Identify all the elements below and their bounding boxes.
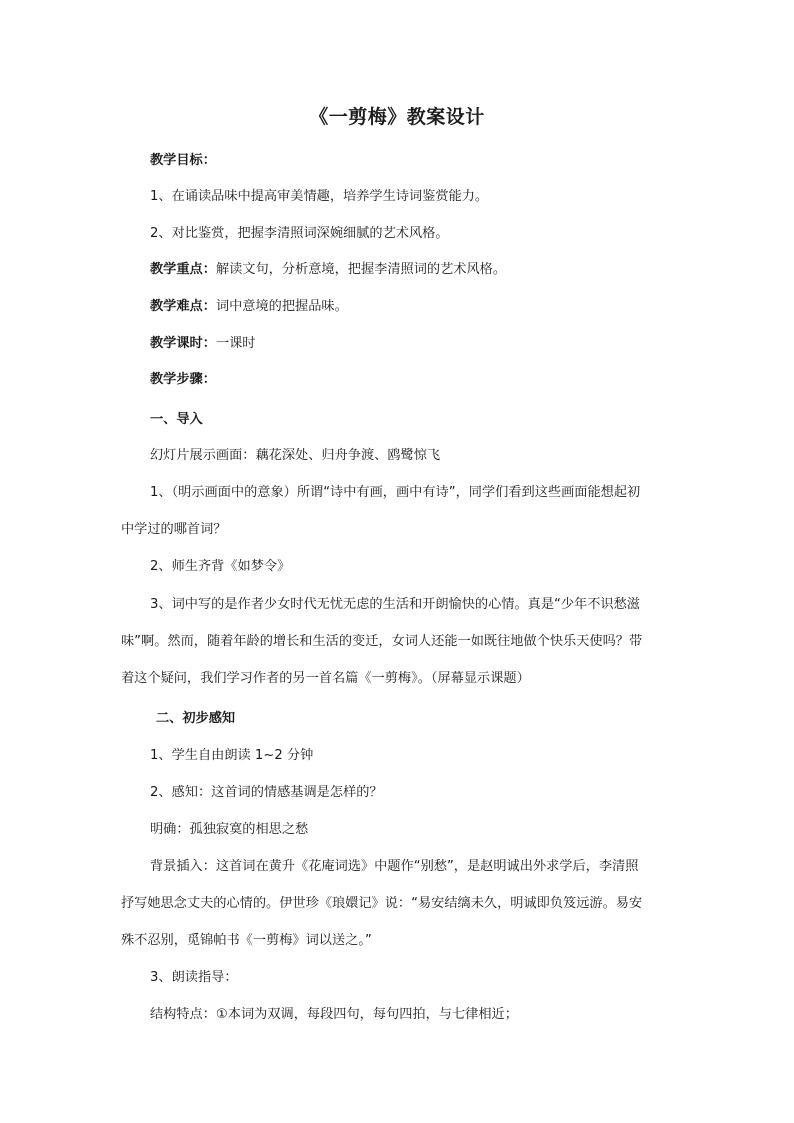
paragraph-key-points: [0, 259, 794, 281]
line-text: 1、（明示画面中的意象）所谓“诗中有画，画中有诗”，同学们看到这些画面能想起初: [150, 485, 641, 500]
bold-label: 教学目标：: [150, 153, 216, 168]
line-text: 1、在诵读品味中提高审美情趣，培养学生诗词鉴赏能力。: [150, 189, 489, 204]
line-text: 中学过的哪首词？: [121, 522, 227, 537]
bold-label: 教学步骤：: [150, 372, 216, 387]
line-text: 抒写她思念丈夫的心情的。伊世珍《琅嬛记》说：“易安结缡未久，明诚即负笈远游。易安: [121, 896, 643, 911]
bold-label: 教学重点：: [150, 262, 216, 277]
paragraph-background-cont: [0, 930, 794, 952]
line-text: 词中意境的把握品味。: [215, 299, 348, 314]
section-heading-intro: [0, 409, 794, 431]
line-text: 背景插入：这首词在黄升《花庵词选》中题作“别愁”，是赵明诚出外求学后，李清照: [150, 859, 639, 874]
paragraph-perception-2: [0, 782, 794, 804]
paragraph-intro-1-cont: [0, 519, 794, 541]
line-text: 1、学生自由朗读 1~2 分钟: [150, 748, 314, 763]
document-title: 《一剪梅》教案设计: [309, 106, 485, 128]
section-heading-perception: [0, 708, 794, 730]
line-text: 解读文句，分析意境，把握李清照词的艺术风格。: [215, 262, 507, 277]
paragraph-steps-heading: [0, 369, 794, 391]
line-text: 2、对比鉴赏，把握李清照词深婉细腻的艺术风格。: [150, 226, 449, 241]
paragraph-intro-3-cont: [0, 668, 794, 690]
paragraph-reading-guide: [0, 967, 794, 989]
paragraph-intro-1: [0, 482, 794, 504]
paragraph-objective-2: [0, 223, 794, 245]
paragraph-class-hours: [0, 333, 794, 355]
bold-label: 教学课时：: [150, 336, 216, 351]
paragraph-background-cont: [0, 893, 794, 915]
paragraph-intro-3-cont: [0, 631, 794, 653]
line-text: 3、词中写的是作者少女时代无忧无虑的生活和开朗愉快的心情。真是“少年不识愁滋: [150, 597, 640, 612]
bold-label: 一、导入: [150, 412, 203, 427]
paragraph-difficulties: [0, 296, 794, 318]
line-text: 2、师生齐背《如梦令》: [150, 559, 291, 574]
paragraph-answer: [0, 819, 794, 841]
bold-label: 二、初步感知: [156, 711, 236, 726]
line-text: 结构特点：①本词为双调，每段四句，每句四拍，与七律相近；: [150, 1007, 518, 1022]
paragraph-objectives-heading: [0, 150, 794, 172]
paragraph-structure: [0, 1004, 794, 1026]
paragraph-perception-1: [0, 745, 794, 767]
line-text: 2、感知：这首词的情感基调是怎样的？: [150, 785, 383, 800]
line-text: 幻灯片展示画面：藕花深处、归舟争渡、鸥鹭惊飞: [150, 448, 441, 463]
line-text: 3、朗读指导：: [150, 970, 238, 985]
line-text: 一课时: [215, 336, 256, 351]
paragraph-intro-2: [0, 556, 794, 578]
bold-label: 教学难点：: [150, 299, 216, 314]
line-text: 着这个疑问，我们学习作者的另一首名篇《一剪梅》。（屏幕显示课题）: [121, 671, 530, 686]
line-text: 明确：孤独寂寞的相思之愁: [150, 822, 309, 837]
paragraph-background: [0, 856, 794, 878]
line-text: 殊不忍别，觅锦帕书《一剪梅》词以送之。”: [121, 933, 372, 948]
paragraph-slides: [0, 445, 794, 467]
line-text: 味”啊。然而，随着年龄的增长和生活的变迁，女词人还能一如既往地做个快乐天使吗？带: [121, 634, 643, 649]
paragraph-intro-3: [0, 594, 794, 616]
paragraph-objective-1: [0, 186, 794, 208]
